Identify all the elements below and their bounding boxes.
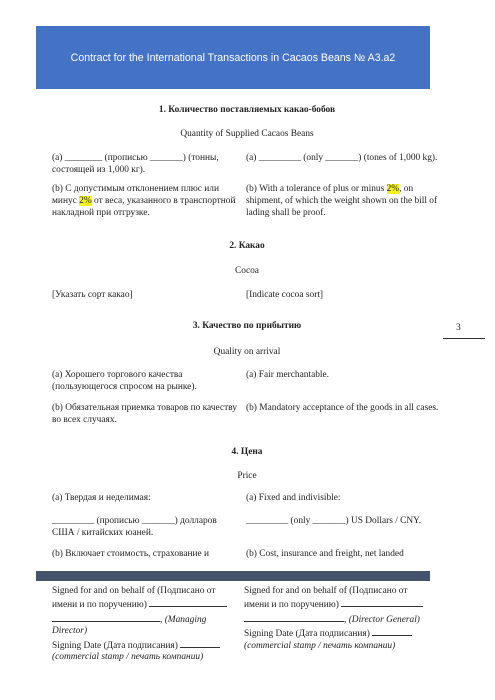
document-title: Contract for the International Transactions in Cacaos Beans № A3.a2 — [70, 51, 396, 64]
signature-right-blank — [341, 597, 423, 607]
section-1-subheading: Quantity of Supplied Cacaos Beans — [180, 129, 314, 139]
section-3-a-en: (a) Fair merchantable. — [246, 370, 330, 380]
section-2-left: [Указать сорт какао] — [52, 290, 133, 300]
signature-block-right — [244, 586, 434, 652]
section-1-b-en-text: (b) With a tolerance of plus or minus — [246, 184, 387, 194]
signature-left-role: , (Managing Director) — [52, 614, 207, 637]
section-1-heading: 1. Количество поставляемых какао-бобов — [158, 105, 336, 115]
signature-right-role: , (Director General) — [344, 614, 420, 625]
section-1-b-ru-text-end: от веса, указанного в транспортной накладной при отгрузке. — [52, 196, 236, 219]
section-4-heading: 4. Цена — [231, 447, 263, 457]
signature-right-name-blank — [244, 612, 344, 622]
footer-divider-bar — [36, 571, 430, 581]
section-1-b-en — [246, 183, 442, 220]
section-4-b-ru: (b) Включает стоимость, страхование и — [52, 549, 210, 559]
section-4-amount-en: _________ (only _______) US Dollars / CNY. — [246, 516, 422, 526]
signature-right-date-line — [244, 626, 434, 640]
signature-block-left — [52, 586, 236, 664]
section-3-subheading: Quality on arrival — [213, 347, 281, 357]
section-3-b-ru: (b) Обязательная приемка товаров по качеству во всех случаях. — [52, 403, 237, 426]
section-3-heading: 3. Качество по прибытию — [192, 321, 302, 331]
section-1-b-ru-text: (b) С допустимым отклонением плюс или минус — [52, 184, 219, 207]
signature-right-role-line — [244, 612, 434, 626]
signature-right-line — [244, 586, 434, 612]
section-1-a-ru: (a) ________ (прописью _______) (тонны, состоящей из 1,000 кг). — [52, 153, 219, 176]
signature-left-stamp: (commercial stamp / печать компании) — [52, 652, 204, 663]
signature-left-date-line — [52, 638, 236, 652]
signature-left-line — [52, 586, 236, 612]
signature-right-label: Signed for and on behalf of (Подписано от имени и по поручению) — [244, 586, 408, 611]
page-number: 3 — [456, 323, 461, 333]
signature-right-stamp: (commercial stamp / печать компании) — [244, 640, 396, 651]
highlighted-percentage: 2% — [386, 184, 400, 194]
signature-right-date-label: Signing Date (Дата подписания) — [244, 629, 370, 640]
signature-left-label: Signed for and on behalf of (Подписано от имени и по поручению) — [52, 586, 216, 611]
section-4-amount-ru: _________ (прописью _______) долларов США / китайских юаней. — [52, 516, 217, 539]
highlighted-percentage: 2% — [79, 196, 92, 207]
section-2-subheading: Cocoa — [235, 266, 259, 276]
signature-left-role-line — [52, 612, 236, 638]
section-3-a-ru: (a) Хорошего торгового качества (пользующегося спросом на рынке). — [52, 370, 197, 393]
signature-left-name-blank — [52, 612, 160, 622]
section-2-right: [Indicate cocoa sort] — [246, 290, 324, 300]
document-header-banner — [36, 26, 430, 89]
signature-left-blank — [149, 597, 227, 607]
section-4-a-en: (a) Fixed and indivisible: — [246, 493, 341, 503]
signature-left-date-label: Signing Date (Дата подписания) — [52, 640, 178, 651]
section-1-a-en: (a) _________ (only _______) (tones of 1,000 kg). — [246, 153, 438, 163]
signature-right-date-blank — [372, 626, 412, 636]
section-1-b-ru — [52, 183, 240, 220]
section-4-a-ru: (a) Твердая и неделимая: — [52, 493, 151, 503]
section-2-heading: 2. Какао — [229, 241, 265, 251]
section-4-subheading: Price — [237, 471, 257, 481]
page-number-rule — [443, 338, 485, 339]
section-3-b-en: (b) Mandatory acceptance of the goods in all cases. — [246, 403, 439, 413]
section-4-b-en: (b) Cost, insurance and freight, net landed — [246, 549, 404, 559]
signature-left-date-blank — [180, 638, 220, 648]
section-1-b-en-text-end: , on shipment, of which the weight shown on the bill of lading shall be proof. — [246, 184, 438, 219]
